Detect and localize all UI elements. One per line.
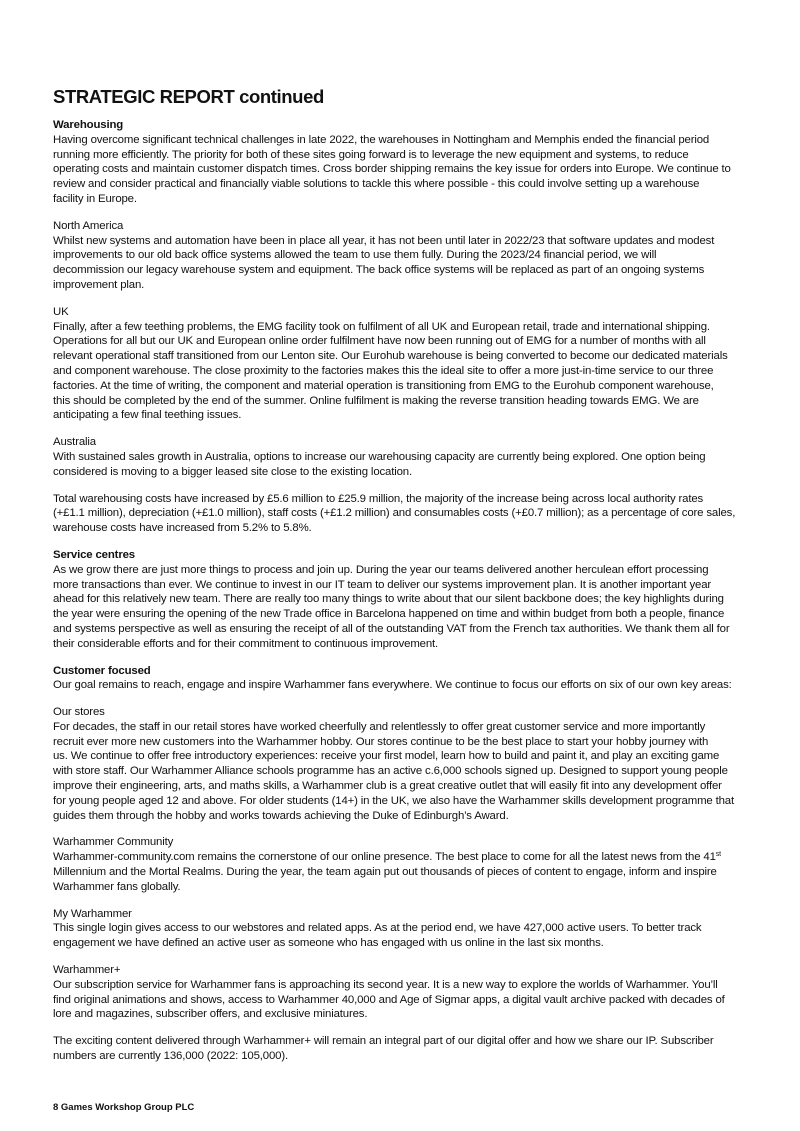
text-line xyxy=(53,192,773,207)
text-line-content: improvements to our old back office systems allowed the team to use them fully. During the 2023/24 financial period, we will xyxy=(53,249,657,262)
text-line-content: (+£1.1 million), depreciation (+£1.0 million), staff costs (+£1.2 million) and consumables costs (+£0.7 million); as a percentage of core sales, xyxy=(53,507,736,520)
text-line xyxy=(53,506,773,521)
text-line-content: Warhammer fans globally. xyxy=(53,880,181,893)
report-body xyxy=(53,118,773,1076)
text-line xyxy=(53,764,773,779)
text-line-content: Finally, after a few teething problems, the EMG facility took on fulfilment of all UK and European retail, trade and international shipping. xyxy=(53,320,710,333)
text-line-content: with store staff. Our Warhammer Alliance schools programme has an active c.6,000 schools signed up. Designed to support young people xyxy=(53,765,728,778)
text-line xyxy=(53,465,773,480)
text-line xyxy=(53,921,773,936)
text-line xyxy=(53,936,773,951)
section-warehousing xyxy=(53,118,773,207)
text-line-content: This single login gives access to our webstores and related apps. As at the period end, we have 427,000 active users. To better track xyxy=(53,922,702,935)
text-line-content: improvement plan. xyxy=(53,278,145,291)
text-line-content: find original animations and shows, access to Warhammer 40,000 and Age of Sigmar apps, a digital vault archive packed with decades of xyxy=(53,993,725,1006)
text-line-content: and systems perspective as well as ensuring the receipt of all of the outstanding VAT from the French tax authorities. We thank them all for xyxy=(53,622,730,635)
text-line xyxy=(53,320,773,335)
text-line xyxy=(53,234,773,249)
section-paragraph xyxy=(53,492,773,536)
text-line xyxy=(53,177,773,192)
section-heading: Australia xyxy=(53,436,96,449)
section-my-warhammer xyxy=(53,907,773,951)
text-line xyxy=(53,865,773,880)
text-line xyxy=(53,162,773,177)
text-line-content: facility in Europe. xyxy=(53,192,137,205)
text-line xyxy=(53,563,773,578)
text-line-content: recruit ever more new customers into the Warhammer hobby. Our stores continue to be the best place to start your hobby journey with xyxy=(53,735,709,748)
text-line xyxy=(53,779,773,794)
text-line-content: As we grow there are just more things to process and join up. During the year our teams delivered another herculean effort processing xyxy=(53,563,709,576)
text-line-content: Millennium and the Mortal Realms. During the year, the team again put out thousands of pieces of content to engage, inform and inspire xyxy=(53,866,717,879)
text-line xyxy=(53,334,773,349)
section-our-stores xyxy=(53,705,773,823)
text-line xyxy=(53,148,773,163)
text-line-content: factories. At the time of writing, the component and material operation is transitioning from EMG to the Eurohub component warehouse, xyxy=(53,379,714,392)
section-warhammer xyxy=(53,963,773,1022)
text-line xyxy=(53,637,773,652)
text-line xyxy=(53,1034,773,1049)
text-line-content: lore and magazines, subscriber offers, and exclusive miniatures. xyxy=(53,1008,368,1021)
text-line-content: engagement we have defined an active user as someone who has engaged with us online in the last six months. xyxy=(53,937,604,950)
section-heading: Service centres xyxy=(53,548,135,561)
text-line-content: ahead for this relatively new team. There are really too many things to write about that our silent backbone does; the key highlights during xyxy=(53,593,724,606)
section-north-america xyxy=(53,219,773,293)
text-line xyxy=(53,749,773,764)
text-line xyxy=(53,248,773,263)
text-line xyxy=(53,1049,773,1064)
text-line-content: decommission our legacy warehouse system and equipment. The back office systems will be replaced as part of an ongoing systems xyxy=(53,264,705,277)
text-line xyxy=(53,880,773,895)
text-line xyxy=(53,592,773,607)
text-line-content: warehouse costs have increased from 5.2% to 5.8%. xyxy=(53,522,312,535)
text-line xyxy=(53,133,773,148)
text-line xyxy=(53,349,773,364)
text-line-content: us. We continue to offer free introductory experiences: receive your first model, learn how to build and paint it, and play an exciting game xyxy=(53,750,720,763)
text-line xyxy=(53,450,773,465)
text-line-content: the year were ensuring the opening of the new Trade office in Barcelona happened on time and within budget from both a people, finance xyxy=(53,608,725,621)
text-line-content: Our subscription service for Warhammer fans is approaching its second year. It is a new way to explore the worlds of Warhammer. You’ll xyxy=(53,978,718,991)
text-line-content: this should be completed by the end of the summer. Online fulfilment is making the reverse transition heading towards EMG. We are xyxy=(53,394,699,407)
text-line-content: Total warehousing costs have increased by £5.6 million to £25.9 million, the majority of the increase being across local authority rates xyxy=(53,492,704,505)
text-line xyxy=(53,720,773,735)
text-line-content: The exciting content delivered through Warhammer+ will remain an integral part of our digital offer and how we share our IP. Subscriber xyxy=(53,1035,714,1048)
text-line-content: With sustained sales growth in Australia, options to increase our warehousing capacity are currently being explored. One option being xyxy=(53,450,706,463)
section-heading: Our stores xyxy=(53,706,105,719)
text-line xyxy=(53,492,773,507)
section-australia xyxy=(53,435,773,479)
text-line-content: and component warehouse. The close proximity to the factories makes this the ideal site to offer a more just-in-time service to our three xyxy=(53,364,714,377)
text-line xyxy=(53,379,773,394)
text-line-content: Our goal remains to reach, engage and inspire Warhammer fans everywhere. We continue to focus our efforts on six of our own key areas: xyxy=(53,679,732,692)
text-line xyxy=(53,263,773,278)
superscript: st xyxy=(715,851,721,859)
section-heading: Warhammer Community xyxy=(53,836,174,849)
text-line xyxy=(53,1007,773,1022)
text-line-content: relevant operational staff transitioned from our Lenton site. Our Eurohub warehouse is being converted to become our dedicated materials xyxy=(53,350,728,363)
text-line-content: for young people aged 12 and above. For older students (14+) in the UK, we also have the Warhammer skills development programme that xyxy=(53,794,735,807)
text-line xyxy=(53,993,773,1008)
section-heading: Customer focused xyxy=(53,664,151,677)
text-line-content: review and consider practical and financially viable solutions to tackle this where possible - this could involve setting up a warehouse xyxy=(53,178,700,191)
text-line-content: Operations for all but our UK and European online order fulfilment have now been running out of EMG for a number of months with all xyxy=(53,335,706,348)
text-line xyxy=(53,622,773,637)
text-line xyxy=(53,794,773,809)
text-line xyxy=(53,394,773,409)
text-line xyxy=(53,607,773,622)
text-line xyxy=(53,850,773,865)
text-line xyxy=(53,735,773,750)
section-heading: North America xyxy=(53,219,124,232)
text-line-content: more transactions than ever. We continue to invest in our IT team to deliver our systems improvement plan. It is another important year xyxy=(53,578,712,591)
page-title: STRATEGIC REPORT continued xyxy=(53,86,324,107)
section-service-centres xyxy=(53,548,773,652)
section-customer-focused xyxy=(53,664,773,694)
text-line xyxy=(53,678,773,693)
text-line-content: Warhammer-community.com remains the cornerstone of our online presence. The best place to come for all the latest news from the 41 xyxy=(53,851,716,864)
text-line xyxy=(53,809,773,824)
section-paragraph xyxy=(53,1034,773,1064)
text-line-content: running more efficiently. The priority for both of these sites going forward is to leverage the new equipment and systems, to reduce xyxy=(53,148,689,161)
text-line xyxy=(53,978,773,993)
text-line-content: operating costs and maintain customer dispatch times. Cross border shipping remains the key issue for orders into Europe. We continue to xyxy=(53,163,731,176)
section-heading: My Warhammer xyxy=(53,907,132,920)
text-line-content: guides them through the hobby and works towards achieving the Duke of Edinburgh’s Award. xyxy=(53,809,509,822)
text-line-content: Having overcome significant technical challenges in late 2022, the warehouses in Nottingham and Memphis ended the financial period xyxy=(53,133,710,146)
page-footer: 8 Games Workshop Group PLC xyxy=(53,1102,195,1113)
section-uk xyxy=(53,305,773,423)
text-line-content: anticipating a few final teething issues. xyxy=(53,409,242,422)
section-warhammer-community xyxy=(53,835,773,894)
section-heading: Warhammer+ xyxy=(53,964,121,977)
text-line xyxy=(53,408,773,423)
text-line-content: Whilst new systems and automation have been in place all year, it has not been until later in 2022/23 that software updates and modest xyxy=(53,234,715,247)
text-line-content: their considerable efforts and for their commitment to continuous improvement. xyxy=(53,637,439,650)
text-line-content: For decades, the staff in our retail stores have worked cheerfully and relentlessly to offer great customer service and more importantly xyxy=(53,720,706,733)
text-line-content: improve their engineering, arts, and maths skills, a Warhammer club is a great creative outlet that will easily fit into any development offer xyxy=(53,780,722,793)
text-line-content: numbers are currently 136,000 (2022: 105,000). xyxy=(53,1050,288,1063)
text-line xyxy=(53,364,773,379)
section-heading: UK xyxy=(53,305,69,318)
text-line xyxy=(53,578,773,593)
text-line-content: considered is moving to a bigger leased site close to the existing location. xyxy=(53,465,413,478)
text-line xyxy=(53,278,773,293)
text-line xyxy=(53,521,773,536)
section-heading: Warehousing xyxy=(53,119,124,131)
